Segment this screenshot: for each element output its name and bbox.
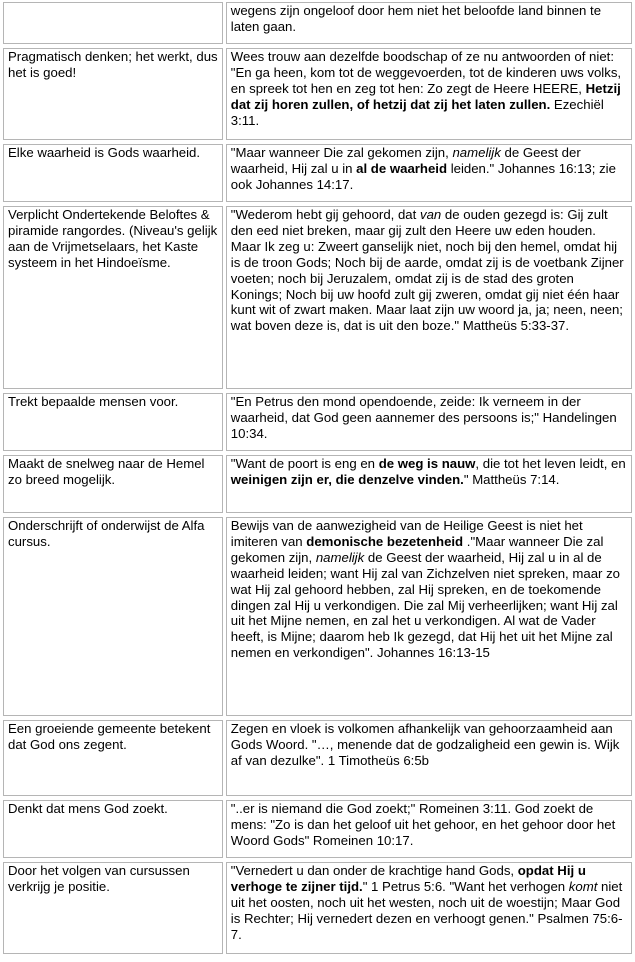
table-row <box>3 800 632 858</box>
table-row <box>3 393 632 451</box>
claim-cell: Maakt de snelweg naar de Hemel zo breed mogelijk. <box>3 455 223 513</box>
scripture-cell: Bewijs van de aanwezigheid van de Heilige Geest is niet het imiteren van demonische bezetenheid ."Maar wanneer Die zal gekomen zijn, namelijk de Geest der waarheid, Hij zal u in al de waarheid leiden; want Hij zal van Zichzelven niet spreken, maar zo wat Hij zal gehoord hebben, zal Hij spreken, en de toekomende dingen zal Hij u verkondigen. Die zal Mij verheerlijken; want Hij zal uit het Mijne nemen, en zal het u verkondigen. Al wat de Vader heeft, is Mijne; daarom heb Ik gezegd, dat Hij het uit het Mijne zal nemen en verkondigen". Johannes 16:13-15 <box>226 517 632 716</box>
scripture-cell: "Wederom hebt gij gehoord, dat van de ouden gezegd is: Gij zult den eed niet breken, maar gij zult den Heere uw eden houden. Maar Ik zeg u: Zweert ganselijk niet, noch bij den hemel, omdat hij is de troon Gods; Noch bij de aarde, omdat zij is de voetbank Zijner voeten; noch bij Jeruzalem, omdat zij is de stad des groten Konings; Noch bij uw hoofd zult gij zweren, omdat gij niet één haar kunt wit of zwart maken. Maar laat zijn uw woord ja, ja; neen, neen; wat boven deze is, dat is uit den boze." Mattheüs 5:33-37. <box>226 206 632 389</box>
scripture-cell: "En Petrus den mond opendoende, zeide: Ik verneem in der waarheid, dat God geen aannemer des persoons is;" Handelingen 10:34. <box>226 393 632 451</box>
claim-cell: Verplicht Ondertekende Beloftes & piramide rangordes. (Niveau's gelijk aan de Vrijmetselaars, het Kaste systeem in het Hindoeïsme. <box>3 206 223 389</box>
claim-cell: Door het volgen van cursussen verkrijg je positie. <box>3 862 223 954</box>
claim-cell: Denkt dat mens God zoekt. <box>3 800 223 858</box>
scripture-cell: wegens zijn ongeloof door hem niet het beloofde land binnen te laten gaan. <box>226 2 632 44</box>
claim-cell: Pragmatisch denken; het werkt, dus het is goed! <box>3 48 223 140</box>
scripture-cell: "..er is niemand die God zoekt;" Romeinen 3:11. God zoekt de mens: "Zo is dan het geloof uit het gehoor, en het gehoor door het Woord Gods" Romeinen 10:17. <box>226 800 632 858</box>
table-row <box>3 2 632 44</box>
claim-cell: Elke waarheid is Gods waarheid. <box>3 144 223 202</box>
scripture-cell: Wees trouw aan dezelfde boodschap of ze nu antwoorden of niet: "En ga heen, kom tot de weggevoerden, tot de kinderen uws volks, en spreek tot hen en zeg tot hen: Zo zegt de Heere HEERE, Hetzij dat zij horen zullen, of hetzij dat zij het laten zullen. Ezechiël 3:11. <box>226 48 632 140</box>
scripture-cell: "Vernedert u dan onder de krachtige hand Gods, opdat Hij u verhoge te zijner tijd." 1 Petrus 5:6. "Want het verhogen komt niet uit het oosten, noch uit het westen, noch uit de woestijn; Maar God is Rechter; Hij vernedert dezen en verhoogt genen." Psalmen 75:6-7. <box>226 862 632 954</box>
scripture-cell: "Maar wanneer Die zal gekomen zijn, namelijk de Geest der waarheid, Hij zal u in al de waarheid leiden." Johannes 16:13; zie ook Johannes 14:17. <box>226 144 632 202</box>
table-row <box>3 862 632 954</box>
table-row <box>3 517 632 716</box>
claim-cell: Onderschrijft of onderwijst de Alfa cursus. <box>3 517 223 716</box>
table-row <box>3 206 632 389</box>
table-row <box>3 48 632 140</box>
table-row <box>3 455 632 513</box>
table-row <box>3 720 632 796</box>
table-row <box>3 144 632 202</box>
scripture-cell: "Want de poort is eng en de weg is nauw, die tot het leven leidt, en weinigen zijn er, die denzelve vinden." Mattheüs 7:14. <box>226 455 632 513</box>
scripture-cell: Zegen en vloek is volkomen afhankelijk van gehoorzaamheid aan Gods Woord. "…, menende dat de godzaligheid een gewin is. Wijk af van dezulke". 1 Timotheüs 6:5b <box>226 720 632 796</box>
claim-cell: Een groeiende gemeente betekent dat God ons zegent. <box>3 720 223 796</box>
claim-cell <box>3 2 223 44</box>
claim-cell: Trekt bepaalde mensen voor. <box>3 393 223 451</box>
